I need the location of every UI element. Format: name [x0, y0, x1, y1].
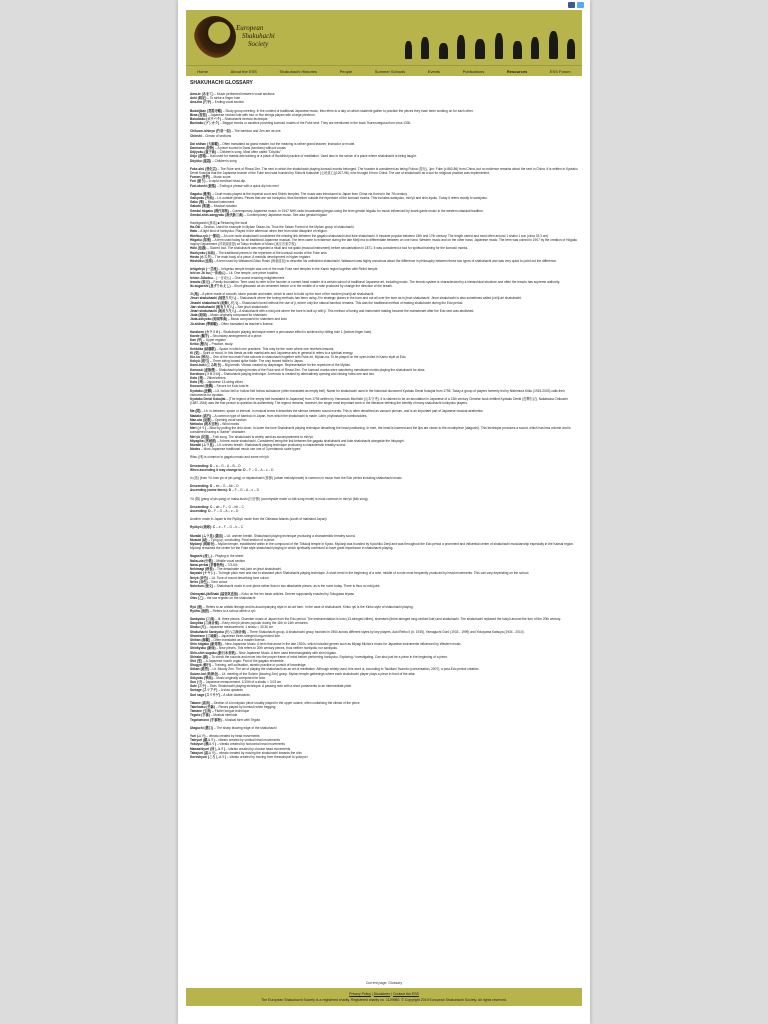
glossary-entry: Descending: C – ab – F – G – bb – C	[190, 504, 244, 509]
glossary-entry: Ascending (some times): D – F – G – A – c – D	[190, 488, 259, 493]
page-container	[178, 0, 590, 1024]
glossary-list	[190, 92, 578, 759]
glossary-entry: Shakuhachi Sankyoku (尺八三曲合奏) – Three Shakuhachi group. A shakuhachi group founded in 1964 across different styles by key players, Aoki Reibo II (b. 1935), Yamaguchi Gorō (1933 - 1999) and Yokoyama Katsuya (1934 - 2010).	[190, 629, 525, 634]
glossary-entry: Hachigaeshi (鉢返) ■ Returning the bowl	[190, 221, 248, 226]
glossary-entry: When ascending it may change to: D – F – G – A – c – D	[190, 467, 274, 472]
glossary-paragraph	[190, 497, 578, 501]
glossary-entry: Sanyōka (三曲合奏) – Early min'yō pieces popular during the 11th to 14th centuries.	[190, 621, 309, 626]
glossary-entry: Hosta (ホスタ) – The main body of a piece. A melodic development in higher register.	[190, 254, 311, 259]
glossary-entry: Ha-Ōki – Section. Used for example in Myōan Taizan-ha. Thus the Taizan Foxtrot of the Myōan group of shakuhachi.	[190, 225, 355, 230]
site-logo-text[interactable]	[236, 24, 275, 48]
glossary-entry: Fumon (普門) – Music score	[190, 175, 231, 180]
nav-forum[interactable]: ESS Forum	[549, 68, 571, 74]
glossary-entry: Iki-sugaeshi (息ずりかえし) – Short glissando as an ornament before or in the middle of a note produced by change the direction of the breath.	[190, 283, 393, 288]
glossary-paragraph	[190, 534, 578, 551]
glossary-entry: In (陰) (from Yō-how yin of yin-yang) or miyakobushi (都節) (urban melody/mode) is common in music from the Edo period including shakuhachi music.	[190, 476, 403, 481]
glossary-paragraph	[190, 517, 578, 521]
glossary-entry: Ji (地) – A piece made of smooth, stone powder and water, which is used to build up the bore of the modern jinuri/ji-ari shakuhachi.	[190, 292, 375, 297]
nav-histories[interactable]: Shakuhachi Histories	[279, 68, 318, 74]
glossary-entry: Madake (真竹) – A common type of bamboo in Japan, from which the shakuhachi is made. Latin: phyllostachys bambusoides.	[190, 413, 368, 418]
glossary-entry: Shamisen (三味線) – Japanese three-stringed long-necked lute.	[190, 633, 281, 638]
glossary-entry: Ascending: D – F – G – A – c – D	[190, 509, 239, 514]
glossary-entry: Takayuri (高ユリ) – vibrato created by moving the shakuhachi towards the chin	[190, 750, 302, 755]
glossary-entry: Karakoro (カラコロ) – Shakuhachi playing technique where a percussive effect is achieved by hitting hole 1 (bottom finger hole).	[190, 329, 373, 334]
glossary-entry: Yokoyuri (横ユリ) – vibrato created by horizontal head movements	[190, 742, 285, 747]
glossary-entry: Utaguchi (歌口) – The sharp blowing edge of the shakuhachi	[190, 725, 277, 730]
site-header	[186, 10, 582, 65]
glossary-entry: Honkyoku (本曲) – The traditional pieces in the repertoire of the komusō monks of the Fuke sect.	[190, 250, 328, 255]
glossary-paragraph	[190, 109, 578, 126]
main-navigation	[186, 65, 582, 76]
glossary-entry: Ichigeiryū (一芸流) – Ichigetsu temple temple was one of the main Fuke sect temples in the Kanto region together with Reihō temple.	[190, 267, 379, 272]
glossary-entry: Himitsu-ryū (一節切) – An one node shakuhachi considered the missing link between the gagaku shakuhachi and fuke shakuhachi. It became popular between 15th and 17th century. The length varied and most often around 1 shaku 1 sun (circa 33.3 cm).	[190, 233, 550, 238]
glossary-entry: Otsu (乙) – the low register on the shakuhachi	[190, 596, 256, 601]
glossary-entry: Descending: D – a – G – A – B – D	[190, 463, 241, 468]
glossary-entry: Jinari shakuhachi (地成り尺八) – A shakuhachi with a mid-joint where the bore is built up with ji. This method of tuning and instrument making became the mainstream after the Edo sect was abolished.	[190, 308, 475, 313]
glossary-entry: Gendai högaku (現代邦楽) – Contemporary Japanese music. In 1947 NHK radio broadcasting began using the term gendai högaku for music influenced by avant-garde music in the western classical tradition.	[190, 208, 484, 213]
glossary-entry: Danmono (段物) – A piece scored in Dans (sections) without vocals	[190, 146, 286, 151]
glossary-entry: Ana-tha (穴半) – Ending vocal section	[190, 100, 245, 105]
glossary-entry: Gendai-shin-sangyoku (現代新三曲) – Contemporary Japanese music. See also gendai högaku	[190, 212, 327, 217]
glossary-entry: Högaku (邦楽) – A term used today for all traditional Japanese musical. The term came to existence during the late Meiji era to differentiate between on one hand, Western music and on the other hand, Japanese music. The term was coined in 1907 by the creation of Högaku Inquiry Department (邦楽調査掛) at Tokyo Institute of Music (東京音楽学校).	[190, 237, 578, 247]
glossary-entry: Tamane (玉音) – Flutter tongue technique	[190, 709, 250, 714]
glossary-entry: Anki (暗記) – To strike a finger hole	[190, 96, 241, 101]
glossary-entry: Bodaijikan (菩提寺観) – Study group meeting. In the context of traditional Japanese music, this refers to a day on which students gather to practice the pieces they have been working on for each other.	[190, 108, 474, 113]
glossary-entry: Nayashi (ナヤシ) – To begin pitch meri and rise to standard pitch Shakuhachi playing technique. A short bend in the beginning of a note, middle of a note most frequently produced by head movements. This can vary depending on the school.	[190, 571, 530, 576]
nav-summer-schools[interactable]: Summer Schools	[374, 68, 406, 74]
glossary-entry: Ki (気) – Spirit or mood. In this thesis as with martial arts and Japanese arts in general ki refers to a spiritual energy.	[190, 350, 354, 355]
privacy-policy-link[interactable]: Privacy Policy	[349, 992, 371, 996]
glossary-entry: Komi-buki (こみ吹き) – Big breath. Vibrato created by diaphragm. Representative for the repertoire of the Myōan.	[190, 363, 351, 368]
glossary-entry: Miyagiha (宮城派) – A three-mode shakuhachi. Considered being the link between the gagaku shakuhachi and fuke shakuhachi alongside the hitoyogiri.	[190, 438, 405, 443]
glossary-entry: Gakufu (楽譜) – Musical notation	[190, 204, 237, 209]
glossary-entry: Jiuta (地唄) – Music originally composed for shamisen	[190, 313, 267, 318]
glossary-entry: Neiro (音色) – Tone colour	[190, 579, 228, 584]
glossary-entry: Komusō (虚無僧) – Shakuhachi playing monks of the Fuke sect of Rinzai Zen. The komusō monks were wandering mendicant monks playing the shakuhachi for alms.	[190, 367, 426, 372]
glossary-entry: Suri sage (スリサゲ) – A slide downwards	[190, 692, 250, 697]
glossary-entry: Gagaku (雅楽) – Court music played at the imperial court and Shinto temples. The music was introduced to Japan from China via Korea in the 7th century.	[190, 191, 408, 196]
nav-resources[interactable]: Resources	[506, 68, 528, 74]
glossary-entry: Naka-uta (中歌) – Middle vocal section	[190, 558, 246, 563]
glossary-paragraph	[190, 554, 578, 588]
ess-logo-icon[interactable]	[194, 16, 236, 58]
glossary-entry: Tegotomono (手事物) – Musical form with Tegoto	[190, 717, 261, 722]
facebook-icon[interactable]	[568, 2, 575, 8]
glossary-entry: Meri (メリ) – Blow by pulling the chin down, to lower the tone Shakuhachi playing technique describing the head positioning. In meri, the head is lowered and the lips are closer to the mouthpiece (utaguchi). This technique produces a sound, which has less volume and is considered having a "darker" character.	[190, 426, 571, 435]
glossary-entry: Takehatsu (竹鉢) – Pieces played by komusō when begging	[190, 704, 276, 709]
glossary-entry: Nana-perkal (茶番物所) – 7/3-5/4	[190, 562, 238, 567]
glossary-entry: Jiari shakuhachi (地有り尺八) – See jinuri shakuhachi.	[190, 304, 269, 309]
glossary-entry: Korokoro (コロコロ) – Shakuhachi playing technique. A tremolo is created by alternatively opening and closing holes one and two.	[190, 371, 375, 376]
glossary-entry: Nokebun (後文) – Shakuhachi mode in one-piece rather than in two attachable pieces, as is the norm today. There is thus no mid-joint.	[190, 583, 381, 588]
glossary-entry: Sute (ステ) – Stdn. Shakuhachi playing technique. A passing note with a short portamento to an intermediate pitch.	[190, 684, 353, 689]
glossary-entry: Dai shihan (大師範) – Often translated as grand master, but the meaning is rather grand teacher, instructor or model.	[190, 141, 356, 146]
glossary-paragraph	[190, 476, 578, 480]
glossary-entry: Koto (琴) – Zither/zithers.	[190, 375, 227, 380]
glossary-entry: Jū-shihan (準師範) – Often translated as teacher's license.	[190, 321, 274, 326]
glossary-entry: Mawashiyuri (回しユリ) – vibrato created by circular head movements	[190, 746, 291, 751]
glossary-entry: Dōyōku (童謡) – Children's song	[190, 158, 237, 163]
glossary-entry: Suizen-kai (吹禅会) – Lit. meeting of the Suizen (blowing Zen) group. Myōan temple gatherings where each shakuhachi player plays a piece in front of the altar.	[190, 671, 416, 676]
glossary-paragraph	[190, 167, 578, 188]
shakuhachi-players-illustration	[403, 25, 578, 59]
glossary-entry: Sōkan (総管) – Lit. Bloody Zen. The art of playing the shakuhachi as an art of meditation. Although widely used, this word is, according to Tsukitani Tsuneko (conversation, 2007), a post-Edo period creation.	[190, 667, 480, 672]
glossary-entry: Kokyū (胡弓) – Three-string bowed spike fiddle. The only bowed fiddle in Japan.	[190, 359, 304, 364]
glossary-entry: Koroshyuri (ころしユリ) – vibrato created by moving from thessohiyuri to yokoyuri	[190, 755, 308, 760]
glossary-entry: Ryūha (流派) – Refers to a school within a ryū	[190, 608, 256, 613]
nav-home[interactable]: Home	[197, 68, 208, 74]
glossary-entry: Dōjo (道場) – Hall used for martial arts training or a place of Buddhist practice of meditation. Used also in the sense of a place where shakuhachi is being taught.	[190, 154, 417, 159]
glossary-paragraph	[190, 267, 578, 288]
glossary-paragraph	[190, 129, 578, 137]
glossary-entry: Gaikyoku (外曲) – Lit. outside pieces. Pieces that are not honkyoku, thus therefore outside the repertoire of the komusō monks. This includes sankyoku, min'yō and shin-kyoku. Today it refers mostly to sankyoku.	[190, 196, 488, 201]
logo-line-3: Society	[248, 40, 269, 48]
glossary-entry: Myōanji (明暗寺) – Myōan temple, established within in the compound of the Tōfukuji temple in Kyoto. Myōanji was founded by Kyochiku Zenji and was throughout the Edo period a prominent and influential center of shakuhachi musicianship especially in the Kansai region. Myōanji remained the center for the Fuke style shakuhachi playing in which spiritually continued to have great importance in shakuhachi playing.	[190, 542, 574, 551]
glossary-paragraph	[190, 92, 578, 105]
glossary-entry: Koosumi (後隅) – Favors for Koto koto'te	[190, 384, 249, 389]
glossary-entry: Takane (高音) – Section of a honkyoku piece usually played in the upper octave, often containing the climax of the piece.	[190, 700, 361, 705]
glossary-entry: Nekimagi (根巻) – The detachable mid-joint on jinuri shakuhachi.	[190, 567, 282, 572]
glossary-entry: Ritsu (律) is common in gagaku music and some min'yō:	[190, 455, 270, 460]
glossary-entry: Mae-uta (前歌) – Opening vocal section	[190, 417, 247, 422]
glossary-entry: Yō (陽) (yang of yin-yang) or inaka-bushi (田舎節) (countryside mode or folk song mode) is most common in min'yō (folk song).	[190, 496, 369, 501]
glossary-entry: Koto (琴) – Japanese 13-string zither.	[190, 380, 244, 385]
glossary-entry: Tegoto (手事) – Musical interlude	[190, 713, 238, 718]
glossary-content	[190, 80, 578, 985]
nav-events[interactable]: Events	[427, 68, 441, 74]
glossary-entry: Shihan (師範) – Often translated as a master license.	[190, 637, 266, 642]
glossary-entry: Kan (甲) – Upper register	[190, 338, 226, 343]
glossary-entry: Keiko (稽古) – Practice, study.	[190, 342, 234, 347]
glossary-paragraph	[190, 292, 578, 326]
contact-link[interactable]: Contact the ESS	[392, 992, 419, 996]
glossary-entry: Jinuri shakuhachi (地塗り尺八) – Shakuhachi where the tuning methods has been using Ji in strategic places in the bore and not all over the bore as in jinuri shakuhachi. Jinuri shakuhachi is also sometimes called ji-iri/ji-ari shakuhachi.	[190, 296, 522, 301]
glossary-paragraph	[190, 221, 578, 263]
glossary-entry: Shō (笙) – A Japanese mouth organ. Part of the gagaku ensemble.	[190, 658, 285, 663]
glossary-paragraph	[190, 605, 578, 613]
glossary-entry: Ichi on Jō bu (一音成仏) – Lit. One temple, one piece buddha	[190, 271, 278, 276]
glossary-entry: Gaku (楽) – Musical instrument	[190, 200, 235, 205]
glossary-entry: Dōjiyoku (童子曲) – Children's song. Most often called "Dōyōku"	[190, 150, 282, 155]
glossary-entry: Hata – A light kind of honkyoku. Played in the afternoon when free from strict discipline of religion.	[190, 229, 328, 234]
glossary-paragraph	[190, 617, 578, 697]
nav-people[interactable]: People	[339, 68, 353, 74]
glossary-entry: Hōshūku (法宿) – A term used by Watazumi Döso Roshi (海童道祖) to describe his unfinished shakuhachi. Watazumi was highly conscious about the difference in philosophy between these two types of shakuhachi and was very quick to point out the difference.	[190, 258, 557, 263]
glossary-entry: Kekkōka (結構歌) – Space in which one practices. This may be the room where one receives lessons.	[190, 346, 335, 351]
glossary-entry: Kyotaku (虚鐸) – Lit. hollow bell or hollow bell hollow substance (often translated as empty bell). Name for shakuhachi used in the historical document Kyotaku Denki Kokujiai from 1795. Today a group of players formerly led by Nishimura Kōku (1915-2003) calls their instruments for kyotaku.	[190, 388, 565, 397]
glossary-entry: Shin högaku (新邦楽) – New Japanese Music. A term that arose in the late 1920s, which included genres such as Miyagi Michio's music for Japanese instruments influenced by Western music.	[190, 642, 462, 647]
glossary-entry: Musubi (結) – Tying up, concluding. Final section of a piece.	[190, 537, 276, 542]
glossary-entry: Nagashi (流し) – Playing in the street	[190, 554, 244, 559]
glossary-paragraph	[190, 726, 578, 730]
glossary-entry: Furi-otoshi (振落) – Ending a phrase with a quick dip into meri	[190, 183, 279, 188]
glossary-paragraph	[190, 484, 578, 492]
glossary-entry: Suriage (スリアゲ) – A slow upwards	[190, 688, 243, 693]
glossary-paragraph	[190, 409, 578, 451]
glossary-entry: Bokubaku (ボクバク) – Shakuhachi tremolo technique.	[190, 117, 269, 122]
glossary-entry: Shugyō (修行) – Training, self-cultivation, ascetic practice or pursuit of knowledge.	[190, 663, 307, 668]
nav-publications[interactable]: Publications	[462, 68, 485, 74]
glossary-entry: Biwa (琵琶) – Japanese necked lute with four or five strings played with a large plectrum.	[190, 112, 316, 117]
social-links	[568, 2, 584, 8]
glossary-entry: Muraiki (ムラ息) – Lit. uneven breath. Shakuhachi playing technique producing a characteristic breathy sound.	[190, 443, 347, 448]
glossary-entry: Ma (間) – Lit. in-between, space or interval. In musical terms it describes the silence between sound events. This is often described as vacuum plenum, and is an important part of Japanese musical aesthetics.	[190, 409, 484, 414]
logo-line-1: European	[236, 24, 264, 32]
glossary-entry: Modes – Most Japanese traditional music use one of 3 pentatonic scale types:	[190, 447, 301, 452]
glossary-entry: Jiuta-sōkyoku (地唄箏曲) – Music composed for shamisen and koto	[190, 317, 287, 322]
glossary-paragraph	[190, 192, 578, 217]
glossary-entry: Chikuon-ichinyo (竹音一如) – The bamboo and Zen are as one	[190, 129, 281, 134]
twitter-icon[interactable]	[577, 2, 584, 8]
glossary-entry: Iemoto (家元) – Family foundation. Term used to refer to the founder or current head master of a certain school of traditional Japanese art, including music. The iemoto system is characterized by a hierarchical structure and often the iemoto has supreme authority.	[190, 279, 560, 284]
glossary-entry: Kin-ko (琴古) – One of the two main Fuke schools in shakuhachi together with Fuke-mi, Myōan-ha. To be played on the open-holed in Kanto style at Edo.	[190, 354, 407, 359]
glossary-entry: Min'yō (民謡) – Folk song. The shakuhachi is widely used as accompaniment to min'yō.	[190, 434, 314, 439]
glossary-paragraph	[190, 330, 578, 406]
glossary-entry: Okinayaki-jikiShaki (翁邪気直指) – Koko on the ten basic articles. Decree supposedly enacted by Tokugawa Ieyasu	[190, 592, 355, 597]
glossary-paragraph	[190, 505, 578, 513]
glossary-entry: Descending: D – eb – G – Ab – D	[190, 484, 239, 489]
glossary-entry: Sun (寸) – Japanese measurement. 1/10th of a shaku = 3.03 cm	[190, 679, 282, 684]
glossary-entry: Jinashi shakuhachi (地無し尺八) – Shakuhachi tuned without the use of ji, where only the natural bamboo remains. This was the traditional method of making shakuhachi during the Edo period.	[190, 300, 464, 305]
glossary-entry: Furi (振り) – A rapid meri/kari head-dip.	[190, 179, 246, 184]
glossary-entry: Ichion Jōbutsu – (一音成仏) – One sound reaching enlightenment	[190, 275, 285, 280]
glossary-entry: Bunkaku (ブンカク) – Beggar monks or ascetics providing komusō modes of the Fuke sect. They are mentioned in the book Tsurezuregusa from circa 1330.	[190, 121, 412, 126]
glossary-entry: Neiyō (音色) – Lit. Tone of sound describing tone colour	[190, 575, 269, 580]
glossary-entry: Yuri (ユリ) – vibrato created by head movements	[190, 734, 260, 738]
glossary-entry: Hōki (法器) – Sacred tool. The shakuhachi was regarded a ritual and not gakki (musical instrument) before secularization in 1871. It was considered a tool for spiritual training for the komusō monks.	[190, 246, 469, 251]
glossary-entry: Tateyuri (縦ユリ) – vibrato created by vertical head movements	[190, 738, 280, 743]
copyright-text: The European Shakuhachi Society is a registered charity, Registered charity no. 1129980. © Copyright 2019 European Shakuhachi Society. All rights reserved.	[261, 998, 507, 1002]
glossary-paragraph	[190, 701, 578, 722]
glossary-paragraph	[190, 455, 578, 459]
nav-about[interactable]: About the ESS	[230, 68, 257, 74]
glossary-entry: Ryūkyū (琉球): C – e – F – G – b – C	[190, 525, 244, 530]
glossary-entry: Chinshi – Climax of sections	[190, 133, 232, 138]
glossary-entry: Meiboku (明木宝物) – Wind marks	[190, 422, 240, 427]
glossary-paragraph	[190, 734, 578, 759]
glossary-entry: Shaku (尺) – Japanese measurement. 1 shaku = 30.30 cm	[190, 625, 274, 630]
glossary-entry: Kaede (楓手) – Secondary arrangement of a piece.	[190, 333, 263, 338]
glossary-paragraph	[190, 525, 578, 529]
glossary-entry: Shirabe (調) – To check the sounds and move into the proper frame of mind before performing honkyoku. Exploring / investigating. Can also just be a piece in the beginning of a piece.	[190, 654, 448, 659]
glossary-entry: Muraiki (ムラ息) (叢息) – Lit. uneven breath. Shakuhachi playing technique producing a characteristic breathy sound.	[190, 533, 356, 538]
glossary-paragraph	[190, 592, 578, 600]
glossary-entry: Shin-shin sugaku (新日本音楽) – New Japanese Music. A term used interchangeably with shin högaku.	[190, 650, 337, 655]
glossary-entry: Shinkyoku (新曲) – New pieces. This refers to 20th century pieces, thus neither honkyoku nor sankyoku.	[190, 646, 339, 651]
site-footer	[186, 988, 582, 1006]
glossary-entry: Ryū (流) – Refers to an artistic lineage and its accompanying style in an art form. In the case of shakuhachi, Kinko ryū is the Kinko style of shakuhachi playing.	[190, 604, 414, 609]
disclaimer-link[interactable]: Disclaimer	[373, 992, 391, 996]
glossary-entry: Another mode in Japan is the Ryūkyū mode from the Okinawa Islands (south of mainland Japan):	[190, 517, 328, 522]
current-page-label: Current page: Glossary	[365, 981, 403, 985]
page-title: SHAKUHACHI GLOSSARY	[190, 80, 253, 86]
glossary-entry: Sōkyoku (箏曲) – Music originally composed for koto.	[190, 675, 266, 680]
glossary-paragraph	[190, 142, 578, 163]
glossary-paragraph	[190, 464, 578, 472]
glossary-entry: Kyotaku Denki Kokujiai – [The legend of the empty bell translated to Japanese] from 1795 written by Yamamoto Morihide (山本守秀). It is claimed to be an annotation in Japanese of a 13th century Chinese book entitled Kyotaku Denki (虚鐸伝記). Nakatsuka Chikuzen (1887-1944) was the first person to question its authenticity. The legend remains, however, the single most important work in the literature defining the identity of many shakuhachi honkyoku players.	[190, 397, 568, 406]
logo-line-2: Shakuhachi	[242, 32, 275, 40]
footer-links: Privacy Policy | Disclaimer | Contact the ESS	[349, 992, 419, 996]
glossary-entry: Sankyoku (三曲) – lit. three pieces. Chamber music of Japan from the Edo period. The instrumentation is koto (13-stringed zither), shamisen (three-stringed long-necked lute) and shakuhachi. The shakuhachi replaced the kokyū around the turn of the 20th century.	[190, 616, 562, 621]
glossary-entry: Fuke-shū (普化宗) – The Fuke sect of Rinzai Zen. The sect in which the shakuhachi playing komusō monks belonged. The founder is considered as being Puhua (普化), Jpn: Fuke (c.860-86) from China, but no evidence remains about the sect in China. It is written in Kyotaku Denki Kokujiai that the Japanese branch of the Fuke sect was founded by Shinchi Kakushin (心地覚心)(1207-98), who brought it from China. The use of shakuhachi as a tool for religious practice was implemented.	[190, 166, 578, 176]
glossary-entry: Ama-te (あまて) – Music performed between vocal sections	[190, 92, 275, 96]
